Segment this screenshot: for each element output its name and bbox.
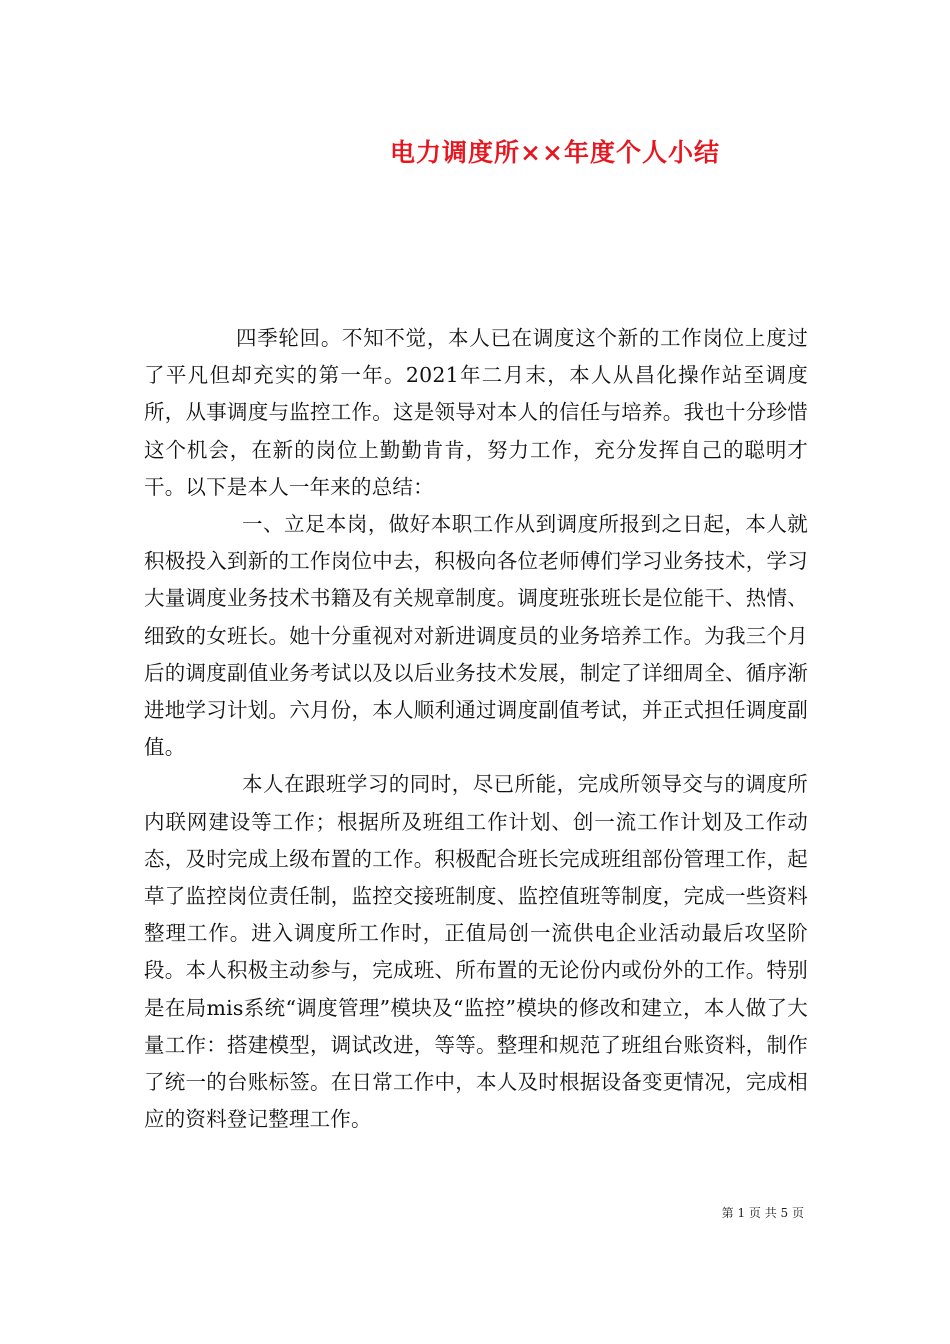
paragraph-section-one: 一、立足本岗，做好本职工作从到调度所报到之日起，本人就积极投入到新的工作岗位中去，积极向各位老师傅们学习业务技术，学习大量调度业务技术书籍及有关规章制度。调度班张班长是位能干、热情、细致的女班长。她十分重视对对新进调度员的业务培养工作。为我三个月后的调度副值业务考试以及以后业务技术发展，制定了详细周全、循序渐进地学习计划。六月份，本人顺利通过调度副值考试，并正式担任调度副值。 xyxy=(144,512,808,760)
paragraph-intro: 四季轮回。不知不觉，本人已在调度这个新的工作岗位上度过了平凡但却充实的第一年。2021年二月末，本人从昌化操作站至调度所，从事调度与监控工作。这是领导对本人的信任与培养。我也十分珍惜这个机会，在新的岗位上勤勤肯肯，努力工作，充分发挥自己的聪明才干。以下是本人一年来的总结： xyxy=(144,326,808,499)
page-number-footer: 第 1 页 共 5 页 xyxy=(721,1206,804,1220)
document-body xyxy=(144,320,808,1138)
paragraph-work-details: 本人在跟班学习的同时，尽已所能，完成所领导交与的调度所内联网建设等工作；根据所及班组工作计划、创一流工作计划及工作动态，及时完成上级布置的工作。积极配合班长完成班组部份管理工作，起草了监控岗位责任制，监控交接班制度、监控值班等制度，完成一些资料整理工作。进入调度所工作时，正值局创一流供电企业活动最后攻坚阶段。本人积极主动参与，完成班、所布置的无论份内或份外的工作。特别是在局mis系统“调度管理”模块及“监控”模块的修改和建立，本人做了大量工作：搭建模型，调试改进，等等。整理和规范了班组台账资料，制作了统一的台账标签。在日常工作中，本人及时根据设备变更情况，完成相应的资料登记整理工作。 xyxy=(144,772,808,1132)
document-title: 电力调度所××年度个人小结 xyxy=(390,138,720,167)
